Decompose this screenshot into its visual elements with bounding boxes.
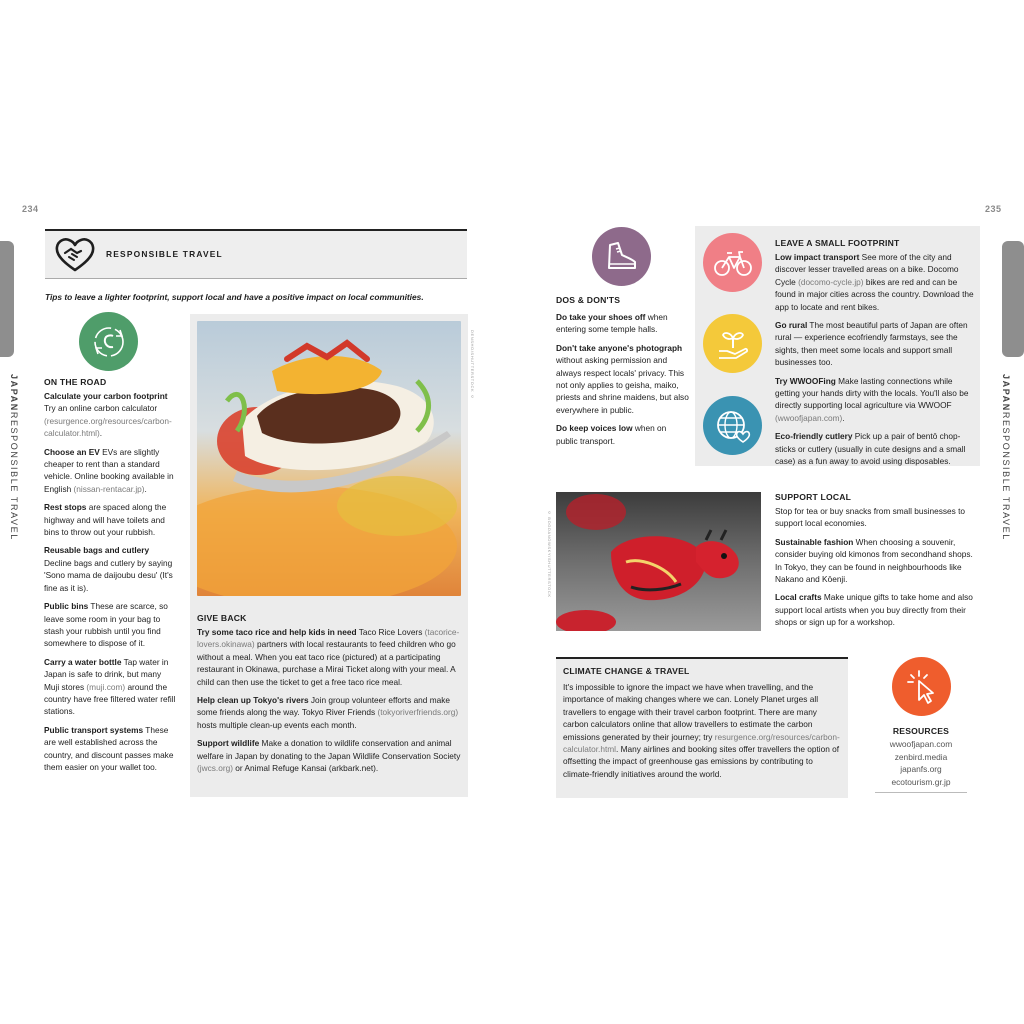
give-back-section <box>197 613 463 780</box>
item-link[interactable]: (resurgence.org/resources/carbon-calculator.html) <box>44 415 172 439</box>
item-title: Local crafts <box>775 592 822 603</box>
item-title: Try WWOOFing <box>775 375 836 386</box>
item-link[interactable]: (nissan-rentacar.jp) <box>73 483 145 494</box>
page-number-left: 234 <box>22 204 39 214</box>
item-link[interactable]: (docomo-cycle.jp) <box>798 276 864 287</box>
taco-photo-credit: DENSHO/SHUTTERSTOCK © <box>470 330 475 400</box>
small-footprint-heading: LEAVE A SMALL FOOTPRINT <box>775 238 900 248</box>
support-local-heading: SUPPORT LOCAL <box>775 492 852 502</box>
list-item <box>197 626 463 688</box>
item-title: Do take your shoes off <box>556 312 646 322</box>
list-item <box>775 251 975 313</box>
item-title: Carry a water bottle <box>44 656 122 667</box>
intro-text: Tips to leave a lighter footprint, support local and have a positive impact on local communities. <box>45 292 424 302</box>
list-item <box>556 342 689 416</box>
item-text: When choosing a souvenir, consider buying old kimonos from secondhand shops. In Tokyo, they can be found in neighbourhoods like Nakano and Kōenji. <box>775 536 973 585</box>
item-title: Sustainable fashion <box>775 536 854 547</box>
globe-heart-icon <box>703 396 762 455</box>
item-title: Low impact transport <box>775 252 860 262</box>
resources-heading: RESOURCES <box>892 726 950 736</box>
support-local-intro: Stop for tea or buy snacks from small businesses to support local economies. <box>775 506 965 529</box>
list-item <box>556 311 689 336</box>
item-text-tail: . <box>99 428 103 439</box>
running-head-right: JAPANRESPONSIBLE TRAVEL <box>1001 374 1011 541</box>
item-text-tail: . <box>144 483 147 494</box>
item-title: Reusable bags and cutlery <box>44 545 150 556</box>
list-item <box>44 724 178 774</box>
give-back-heading: GIVE BACK <box>197 613 247 623</box>
climate-panel <box>556 657 848 798</box>
item-link[interactable]: (wwoofjapan.com) <box>775 412 843 423</box>
recycle-carbon-icon <box>79 312 138 371</box>
item-text: Try an online carbon calculator <box>44 403 158 414</box>
dos-donts-heading: DOS & DON'TS <box>556 295 621 305</box>
climate-heading: CLIMATE CHANGE & TRAVEL <box>563 666 690 676</box>
item-text: See more of the city and discover lesser travelled areas on a bike. Docomo Cycle <box>775 252 959 287</box>
list-item <box>44 501 178 538</box>
item-text: Join group volunteer efforts and make some friends along the way. Tokyo River Friends <box>197 695 451 718</box>
resource-link[interactable]: japanfs.org <box>900 764 942 775</box>
item-text: Make unique gifts to take home and also support local artists when you buy directly from their shops or sign up for a workshop. <box>775 592 973 628</box>
item-title: Don't take anyone's photograph <box>556 342 683 353</box>
item-link[interactable]: (tokyoriverfriends.org) <box>377 707 459 718</box>
support-local-section <box>775 492 980 635</box>
item-title: Rest stops <box>44 502 87 513</box>
taco-rice-photo <box>197 321 461 596</box>
resources-section <box>862 726 980 793</box>
item-text-tail: or Animal Refuge Kansai (arkbark.net). <box>232 763 379 774</box>
list-item <box>556 422 689 447</box>
carbon-calculator-link[interactable]: resurgence.org/resources/carbon-calculator.html <box>563 731 840 755</box>
list-item <box>197 737 463 774</box>
item-link[interactable]: (jwcs.org) <box>197 763 233 774</box>
on-the-road-section <box>44 377 178 779</box>
cursor-click-icon <box>892 657 951 716</box>
item-text: Decline bags and cutlery by saying 'Sono mama de daijoubu desu' (It's fine as it is). <box>44 557 173 593</box>
item-text: Make lasting connections while getting your hands dirty with the locals. You'll also be directly supporting local agriculture via WWOOF <box>775 375 969 411</box>
item-text: EVs are slightly cheaper to rent than a standard vehicle. Online booking available in English <box>44 446 174 494</box>
resource-link[interactable]: wwoofjapan.com <box>889 739 953 749</box>
handshake-heart-icon <box>54 236 96 274</box>
item-text: Make a donation to wildlife conservation and animal welfare in Japan by donating to the Japan Wildlife Conservation Society <box>197 738 461 761</box>
running-head-left: JAPANRESPONSIBLE TRAVEL <box>9 374 19 541</box>
item-title: Public transport systems <box>44 724 144 735</box>
akabeko-photo-credit: © BOGDANOWSKY/SHUTTERSTOCK <box>547 510 552 598</box>
resource-link[interactable]: ecotourism.gr.jp <box>891 776 951 787</box>
item-text: Tap water in Japan is safe to drink, but many Muji stores <box>44 656 169 692</box>
item-title: Calculate your carbon footprint <box>44 391 168 401</box>
item-text: when on public transport. <box>556 423 667 446</box>
item-text: are spaced along the highway and will have toilets and bins to throw out your rubbish. <box>44 502 167 538</box>
item-link[interactable]: (tacorice-lovers.okinawa) <box>197 627 460 650</box>
item-title: Choose an EV <box>44 446 100 457</box>
list-item <box>44 600 178 650</box>
list-item <box>775 375 975 425</box>
section-header <box>45 229 467 279</box>
list-item <box>44 544 178 594</box>
section-title: RESPONSIBLE TRAVEL <box>106 249 223 259</box>
item-text-tail: around the country have free filtered water refill stations. <box>44 681 176 717</box>
list-item <box>44 390 178 440</box>
list-item <box>775 536 980 586</box>
list-item <box>775 591 980 628</box>
item-text: Pick up a pair of bentō chop-sticks or cutlery (usually in cute designs and a small case) as a fun away to avoid using disposables. <box>775 431 966 467</box>
list-item <box>44 446 178 496</box>
climate-section <box>563 666 843 786</box>
on-the-road-heading: ON THE ROAD <box>44 377 107 387</box>
sneaker-icon <box>592 227 651 286</box>
item-title: Support wildlife <box>197 738 260 749</box>
item-title: Eco-friendly cutlery <box>775 431 853 442</box>
list-item <box>775 430 975 467</box>
item-title: Do keep voices low <box>556 423 633 434</box>
item-text-tail: bikes are red and can be found in major cities across the country. Download the app to locate and rent bikes. <box>775 276 974 312</box>
chapter-tab-right <box>1002 241 1024 357</box>
resource-link[interactable]: zenbird.media <box>894 751 948 762</box>
list-item <box>775 319 975 369</box>
list-item <box>44 656 178 718</box>
item-title: Go rural <box>775 320 808 331</box>
akabeko-photo <box>556 492 761 631</box>
item-text: The most beautiful parts of Japan are often rural — experience ecofriendly farmstays, see the sights, then meet some locals and support small businesses too. <box>775 320 968 368</box>
item-text-tail: . <box>842 412 845 423</box>
item-text: when entering some temple halls. <box>556 312 668 335</box>
item-text-tail: partners with local restaurants to feed children who go without a meal. When you eat taco rice (pictured) at a participating restaurant in Okinawa, purchase a Mirai Ticket along with your meal. A child can then use the ticket to get a free taco rice meal. <box>197 639 456 687</box>
item-text: These are scarce, so leave some room in your bag to stash your rubbish until you find somewhere to dispose of it. <box>44 601 168 649</box>
page-number-right: 235 <box>985 204 1002 214</box>
item-title: Public bins <box>44 601 89 612</box>
climate-text: It's impossible to ignore the impact we have when travelling, and the importance of making changes where we can. Lonely Planet urges all travellers to engage with their travel carbon footprint. There are many carbon calculators online that allow travellers to estimate the carbon emissions generated by their journey; try resurgence.org/resources/carbon-calculator.html. Many airlines and booking sites offer travellers the option of offsetting the impact of greenhouse gas emissions by contributing to climate-friendly initiatives around the world. <box>563 682 840 779</box>
item-title: Help clean up Tokyo's rivers <box>197 695 309 706</box>
item-text: These are well established across the country, and discount passes make them easier on your wallet too. <box>44 724 174 772</box>
small-footprint-section <box>775 238 975 474</box>
resources-divider <box>875 792 967 793</box>
dos-donts-section <box>556 295 689 453</box>
item-title: Try some taco rice and help kids in need <box>197 627 357 637</box>
item-text: Taco Rice Lovers <box>356 627 425 637</box>
sprout-hand-icon <box>703 314 762 373</box>
item-text-tail: hosts multiple clean-up events each month. <box>197 719 357 730</box>
chapter-tab-left <box>0 241 14 357</box>
item-link[interactable]: (muji.com) <box>86 681 126 692</box>
item-text: without asking permission and always respect locals' privacy. This not only applies to geisha, maiko, priests and shrine maidens, but also everywhere in public. <box>556 355 689 415</box>
list-item <box>197 694 463 731</box>
bicycle-icon <box>703 233 762 292</box>
